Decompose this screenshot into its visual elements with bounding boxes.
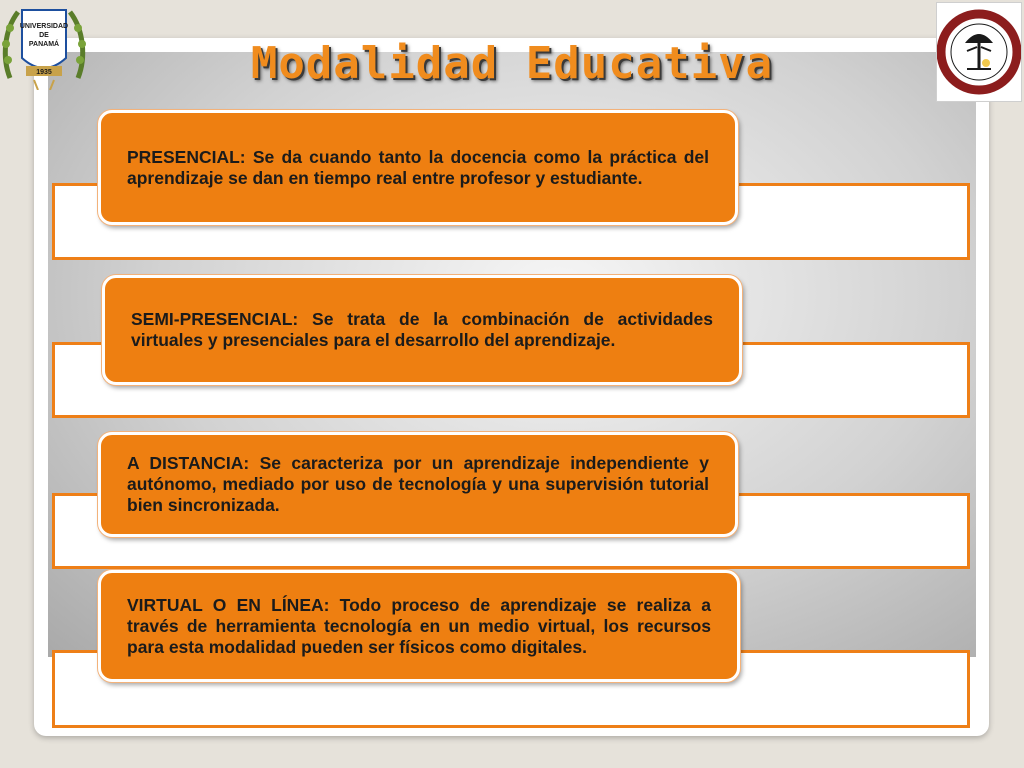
modality-card-semipresencial	[102, 275, 742, 385]
modality-text: PRESENCIAL: Se da cuando tanto la docencia como la práctica del aprendizaje se dan en tiempo real entre profesor y estudiante.	[127, 146, 709, 188]
svg-text:UNIVERSIDAD: UNIVERSIDAD	[19, 23, 69, 30]
modality-text: A DISTANCIA: Se caracteriza por un aprendizaje independiente y autónomo, mediado por uso de tecnología y una supervisión tutorial bien sincronizada.	[127, 453, 709, 515]
modality-text: VIRTUAL O EN LÍNEA: Todo proceso de aprendizaje se realiza a través de herramienta tecnología en un medio virtual, los recursos para esta modalidad pueden ser físicos como digitales.	[127, 594, 711, 657]
modality-card-presencial	[98, 110, 738, 225]
svg-text:PANAMÁ: PANAMÁ	[28, 41, 60, 48]
svg-text:1935: 1935	[36, 69, 52, 76]
svg-text:DE: DE	[39, 32, 49, 39]
slide-title: Modalidad Educativa	[250, 38, 774, 89]
modality-card-virtual	[98, 570, 740, 682]
modality-text: SEMI-PRESENCIAL: Se trata de la combinación de actividades virtuales y presenciales para el desarrollo del aprendizaje.	[131, 309, 713, 350]
modality-card-distancia	[98, 432, 738, 537]
